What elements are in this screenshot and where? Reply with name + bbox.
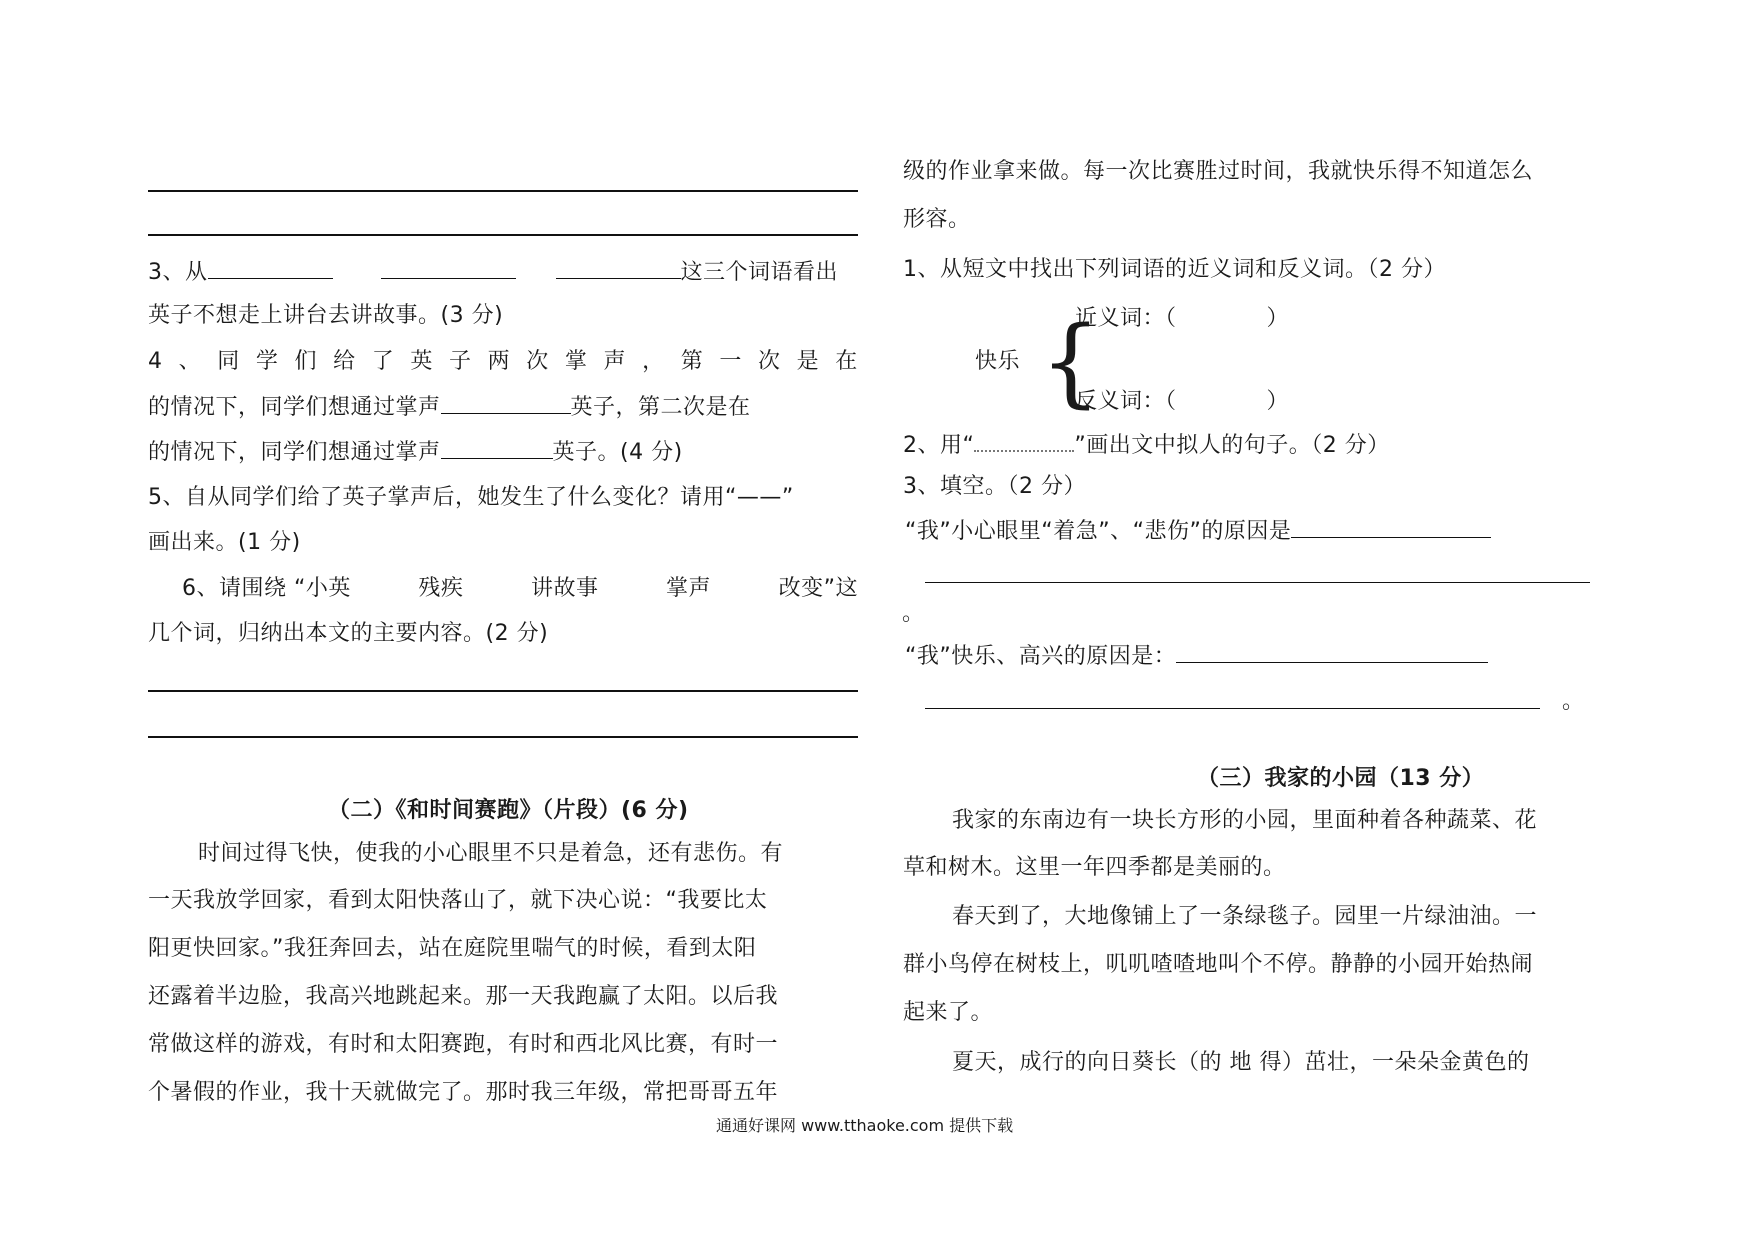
rq3-blank-b2[interactable]: [925, 708, 1540, 709]
passage2-line: 还露着半边脸，我高兴地跳起来。那一天我跑赢了太阳。以后我: [148, 984, 779, 1009]
passage2-line: 一天我放学回家，看到太阳快落山了，就下决心说：“我要比太: [148, 888, 768, 913]
passage3-line: 春天到了，大地像铺上了一条绿毯子。园里一片绿油油。一: [952, 904, 1538, 929]
q4-blank-1[interactable]: [441, 393, 571, 414]
q4-blank-2[interactable]: [441, 438, 553, 459]
q4-line1: 4 、 同 学 们 给 了 英 子 两 次 掌 声 ， 第 一 次 是 在: [148, 349, 858, 374]
rq1-text: 1、从短文中找出下列词语的近义词和反义词。（2 分）: [903, 257, 1446, 282]
q3-line2: 英子不想走上讲台去讲故事。(3 分): [148, 303, 504, 328]
brace-icon: {: [1040, 306, 1102, 418]
passage3-line: 起来了。: [903, 1000, 994, 1025]
rq3-blank-a1[interactable]: [1291, 517, 1491, 538]
passage3-line: 群小鸟停在树枝上，叽叽喳喳地叫个不停。静静的小园开始热闹: [903, 952, 1534, 977]
footer-credit: 通通好课网 www.tthaoke.com 提供下载: [716, 1116, 1014, 1135]
q3-prefix: 3、从: [148, 260, 208, 285]
rq2-line: 2、用“ ”画出文中拟人的句子。（2 分）: [903, 430, 1390, 460]
passage2-line: 常做这样的游戏，有时和太阳赛跑，有时和西北风比赛，有时一: [148, 1032, 779, 1057]
answer-line: [148, 736, 858, 738]
antonym-answer[interactable]: [1177, 388, 1267, 408]
section3-title: （三）我家的小园（13 分）: [1197, 766, 1485, 791]
q3-blank-3[interactable]: [556, 258, 681, 279]
rq1-antonym: 反义词：（ ）: [1075, 389, 1290, 414]
rq1-synonym: 近义词：（ ）: [1075, 306, 1290, 331]
rq3-b-end: 。: [1562, 689, 1585, 714]
passage2-cont-line: 级的作业拿来做。每一次比赛胜过时间，我就快乐得不知道怎么: [903, 159, 1534, 184]
q6-line1: 6、请围绕 “小英 残疾 讲故事 掌声 改变”这: [182, 576, 858, 601]
passage3-line: 我家的东南边有一块长方形的小园，里面种着各种蔬菜、花: [952, 808, 1538, 833]
rq3-blank-b1[interactable]: [1176, 642, 1488, 663]
passage2-line: 个暑假的作业，我十天就做完了。那时我三年级，常把哥哥五年: [148, 1080, 779, 1105]
answer-line: [148, 190, 858, 192]
rq3-a-end: 。: [902, 601, 925, 626]
q4-line3: 的情况下，同学们想通过掌声 英子。(4 分): [148, 440, 683, 465]
wavy-line-icon: [974, 430, 1074, 452]
passage2-cont-line: 形容。: [903, 207, 971, 232]
rq3-blank-a2[interactable]: [925, 582, 1590, 583]
q6-line2: 几个词，归纳出本文的主要内容。(2 分): [148, 621, 549, 646]
q3-blank-1[interactable]: [208, 258, 333, 279]
passage3-line: 草和树木。这里一年四季都是美丽的。: [903, 855, 1286, 880]
rq3-a: “我”小心眼里“着急”、“悲伤”的原因是: [905, 517, 1491, 546]
q5-line1: 5、自从同学们给了英子掌声后，她发生了什么变化？请用“——”: [148, 485, 794, 510]
rq3-text: 3、填空。（2 分）: [903, 474, 1086, 499]
q3-suffix: 这三个词语看出: [680, 260, 839, 285]
rq1-word: 快乐: [975, 349, 1021, 374]
passage3-line: 夏天，成行的向日葵长（的 地 得）茁壮，一朵朵金黄色的: [952, 1050, 1530, 1075]
rq3-b: “我”快乐、高兴的原因是：: [905, 642, 1488, 671]
q4-line2: 的情况下，同学们想通过掌声 英子，第二次是在: [148, 395, 751, 420]
section2-title: （二）《和时间赛跑》（片段）(6 分): [328, 798, 689, 823]
answer-line: [148, 234, 858, 236]
answer-line: [148, 690, 858, 692]
q5-line2: 画出来。(1 分): [148, 530, 301, 555]
synonym-answer[interactable]: [1177, 305, 1267, 325]
q3-line1: [148, 258, 858, 287]
q3-blank-2[interactable]: [381, 258, 516, 279]
passage2-line: 阳更快回家。”我狂奔回去，站在庭院里喘气的时候，看到太阳: [148, 936, 757, 961]
passage2-line: 时间过得飞快，使我的小心眼里不只是着急，还有悲伤。有: [198, 841, 784, 866]
